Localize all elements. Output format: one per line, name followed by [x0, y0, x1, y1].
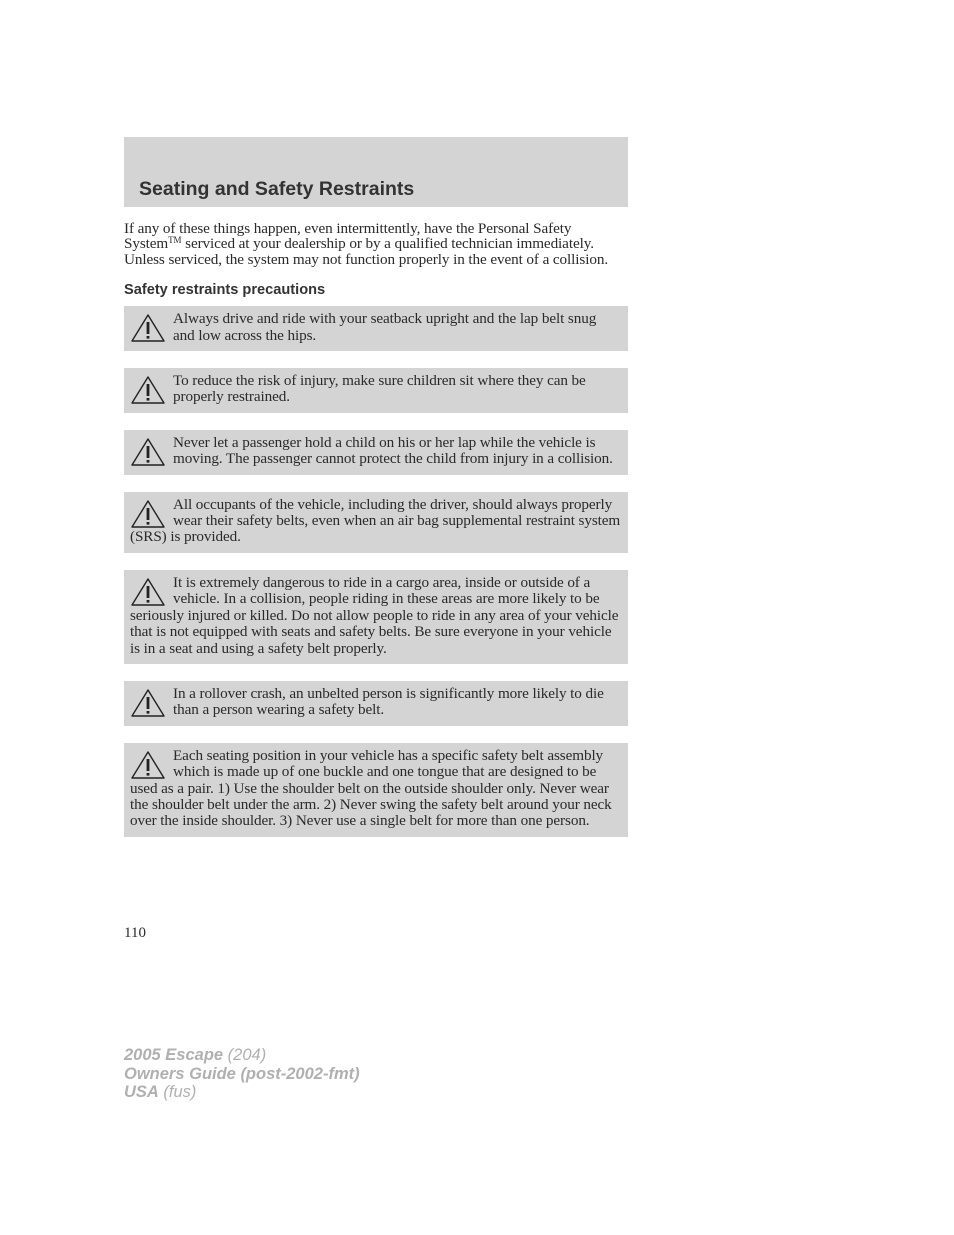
- intro-text-start: If any of these things happen, even intermittently, have the Personal Safety System: [124, 220, 572, 253]
- footer-line-market: [124, 1083, 360, 1102]
- footer-guide: Owners Guide (post-2002-fmt): [124, 1064, 360, 1083]
- warning-text: All occupants of the vehicle, including the driver, should always properly wear their safety belts, even when an air bag supplemental restraint system (SRS) is provided.: [130, 495, 621, 546]
- warning-text: Never let a passenger hold a child on his or her lap while the vehicle is moving. The passenger cannot protect the child from injury in a collision.: [173, 433, 613, 468]
- footer-market: USA: [124, 1083, 159, 1101]
- intro-text-end: serviced at your dealership or by a qualified technician immediately. Unless serviced, the system may not function properly in the event of a collision.: [124, 235, 609, 268]
- warning-box: [124, 681, 628, 726]
- warning-text: To reduce the risk of injury, make sure children sit where they can be properly restrained.: [173, 372, 586, 406]
- warning-triangle-icon: [130, 688, 166, 718]
- warning-box: [124, 743, 628, 837]
- section-header-band: [124, 137, 628, 207]
- footer-market-code: (fus): [158, 1083, 197, 1101]
- warning-text: It is extremely dangerous to ride in a cargo area, inside or outside of a vehicle. In a collision, people riding in these areas are more likely to be seriously injured or killed. Do not allow people to ride in any area of your vehicle that is not equipped with seats and safety belts. Be sure everyone in your vehicle is in a seat and using a safety belt properly.: [130, 573, 619, 657]
- document-footer: [124, 1046, 360, 1102]
- warning-text: In a rollover crash, an unbelted person is significantly more likely to die than a person wearing a safety belt.: [173, 684, 604, 719]
- warning-triangle-icon: [130, 313, 166, 343]
- warning-triangle-icon: [130, 577, 166, 607]
- footer-model: 2005 Escape: [124, 1046, 224, 1064]
- footer-model-code: (204): [223, 1046, 267, 1064]
- page-number: 110: [124, 925, 146, 941]
- footer-line-guide: [124, 1065, 360, 1084]
- section-subheading: Safety restraints precautions: [124, 282, 326, 299]
- warning-list: [124, 306, 628, 837]
- warning-box: [124, 570, 628, 664]
- warning-text: Each seating position in your vehicle has a specific safety belt assembly which is made up of one buckle and one tongue that are designed to be used as a pair. 1) Use the shoulder belt on the outside shoulder only. Never wear the shoulder belt under the arm. 2) Never swing the safety belt around your neck over the inside shoulder. 3) Never use a single belt for more than one person.: [130, 746, 612, 830]
- page-content: [124, 221, 628, 854]
- warning-text: Always drive and ride with your seatback upright and the lap belt snug and low across the hips.: [173, 310, 597, 344]
- warning-box: [124, 430, 628, 475]
- warning-box: [124, 492, 628, 553]
- warning-box: [124, 306, 628, 351]
- warning-triangle-icon: [130, 437, 166, 467]
- trademark-mark: TM: [168, 235, 182, 246]
- warning-triangle-icon: [130, 750, 166, 780]
- warning-triangle-icon: [130, 499, 166, 529]
- warning-triangle-icon: [130, 375, 166, 405]
- footer-line-model: [124, 1046, 360, 1065]
- warning-box: [124, 368, 628, 413]
- intro-paragraph: [124, 221, 628, 267]
- page-title: Seating and Safety Restraints: [139, 178, 415, 200]
